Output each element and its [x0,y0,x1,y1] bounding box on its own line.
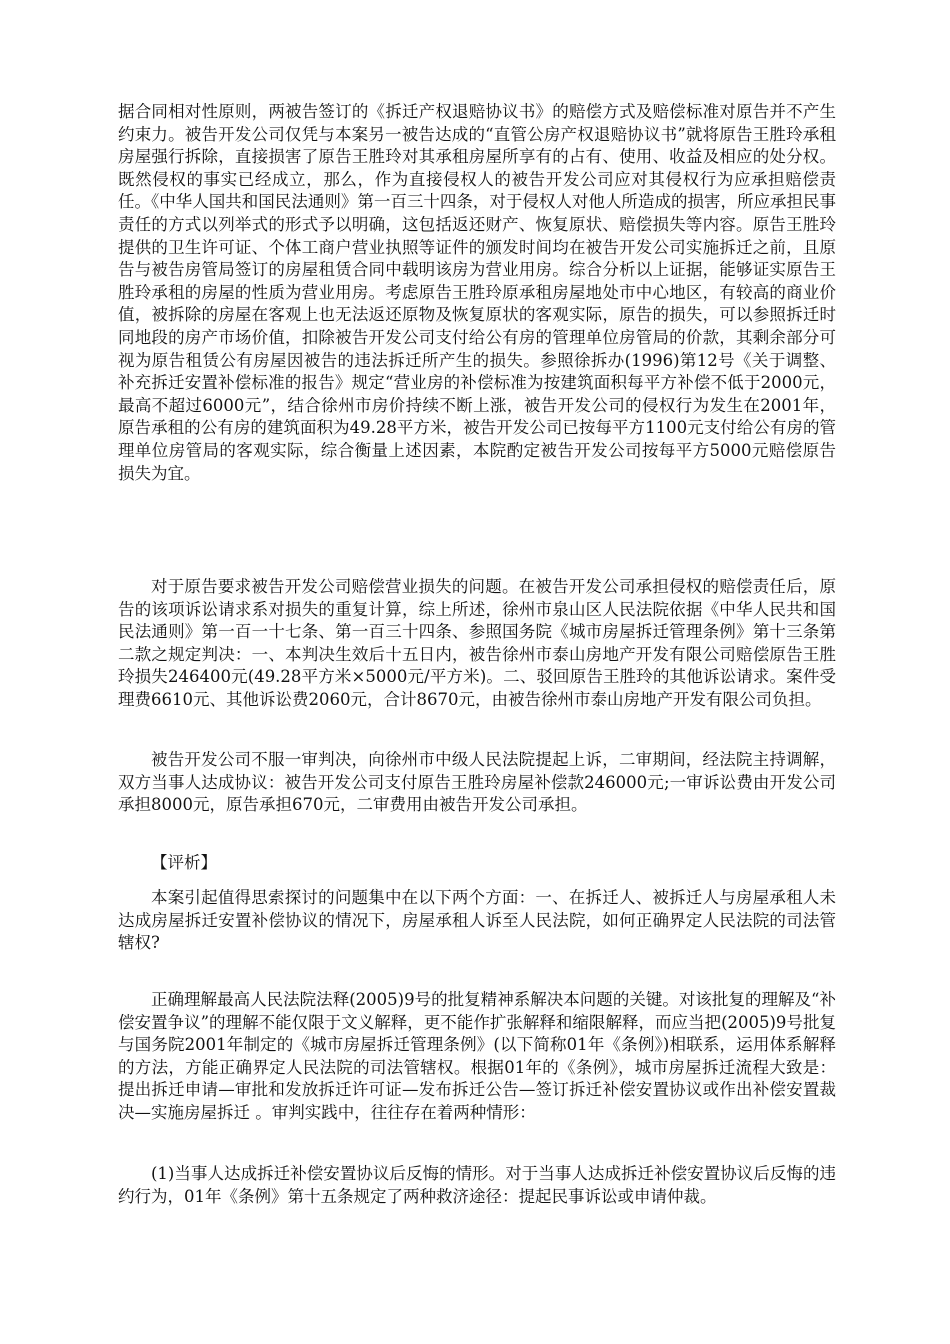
paragraph-issue-statement: 本案引起值得思索探讨的问题集中在以下两个方面：一、在拆迁人、被拆迁人与房屋承租人未达成房屋拆迁安置补偿协议的情况下，房屋承租人诉至人民法院，如何正确界定人民法院的司法管辖权? [118,888,836,953]
paragraph-appeal-mediation: 被告开发公司不服一审判决，向徐州市中级人民法院提起上诉，二审期间，经法院主持调解，双方当事人达成协议：被告开发公司支付原告王胜玲房屋补偿款246000元;一审诉讼费由开发公司承担8000元，原告承担670元，二审费用由被告开发公司承担。 [118,750,836,815]
paragraph-business-loss-judgment: 对于原告要求被告开发公司赔偿营业损失的问题。在被告开发公司承担侵权的赔偿责任后，原告的该项诉讼请求系对损失的重复计算，综上所述，徐州市泉山区人民法院依据《中华人民共和国民法通则》第一百一十七条、第一百三十四条、参照国务院《城市房屋拆迁管理条例》第十三条第二款之规定判决：一、本判决生效后十五日内，被告徐州市泰山房地产开发有限公司赔偿原告王胜玲损失246400元(49.28平方米×5000元/平方米)。二、驳回原告王胜玲的其他诉讼请求。案件受理费6610元、其他诉讼费2060元，合计8670元，由被告徐州市泰山房地产开发有限公司负担。 [118,577,836,709]
paragraph-interpretation: 正确理解最高人民法院法释(2005)9号的批复精神系解决本问题的关键。对该批复的理解及“补偿安置争议”的理解不能仅限于文义解释，更不能作扩张解释和缩限解释，而应当把(2005)9号批复与国务院2001年制定的《城市房屋拆迁管理条例》(以下简称01年《条例》)相联系，运用体系解释的方法，方能正确界定人民法院的司法管辖权。根据01年的《条例》，城市房屋拆迁流程大致是：提出拆迁申请—审批和发放拆迁许可证—发布拆迁公告—签订拆迁补偿安置协议或作出补偿安置裁决—实施房屋拆迁 。审判实践中，往往存在着两种情形： [118,990,836,1122]
section-heading-analysis: 【评析】 [151,853,217,872]
paragraph-case-type-one: (1)当事人达成拆迁补偿安置协议后反悔的情形。对于当事人达成拆迁补偿安置协议后反悔的违约行为，01年《条例》第十五条规定了两种救济途径：提起民事诉讼或申请仲裁。 [118,1164,836,1206]
paragraph-compensation-reasoning: 据合同相对性原则，两被告签订的《拆迁产权退赔协议书》的赔偿方式及赔偿标准对原告并不产生约束力。被告开发公司仅凭与本案另一被告达成的“直管公房产权退赔协议书”就将原告王胜玲承租房屋强行拆除，直接损害了原告王胜玲对其承租房屋所享有的占有、使用、收益及相应的处分权。既然侵权的事实已经成立，那么，作为直接侵权人的被告开发公司应对其侵权行为应承担赔偿责任。《中华人国共和国民法通则》第一百三十四条，对于侵权人对他人所造成的损害，所应承担民事责任的方式以列举式的形式予以明确，这包括返还财产、恢复原状、赔偿损失等内容。原告王胜玲提供的卫生许可证、个体工商户营业执照等证件的颁发时间均在被告开发公司实施拆迁之前，且原告与被告房管局签订的房屋租赁合同中载明该房为营业用房。综合分析以上证据，能够证实原告王胜玲承租的房屋的性质为营业用房。考虑原告王胜玲原承租房屋地处市中心地区，有较高的商业价值，被拆除的房屋在客观上也无法返还原物及恢复原状的客观实际，原告的损失，可以参照拆迁时同地段的房产市场价值，扣除被告开发公司支付给公有房的管理单位房管局的价款，其剩余部分可视为原告租赁公有房屋因被告的违法拆迁所产生的损失。参照徐拆办(1996)第12号《关于调整、补充拆迁安置补偿标准的报告》规定“营业房的补偿标准为按建筑面积每平方补偿不低于2000元，最高不超过6000元”，结合徐州市房价持续不断上涨，被告开发公司的侵权行为发生在2001年，原告承租的公有房的建筑面积为49.28平方米，被告开发公司已按每平方1100元支付给公有房的管理单位房管局的客观实际，综合衡量上述因素，本院酌定被告开发公司按每平方5000元赔偿原告损失为宜。 [118,102,836,483]
